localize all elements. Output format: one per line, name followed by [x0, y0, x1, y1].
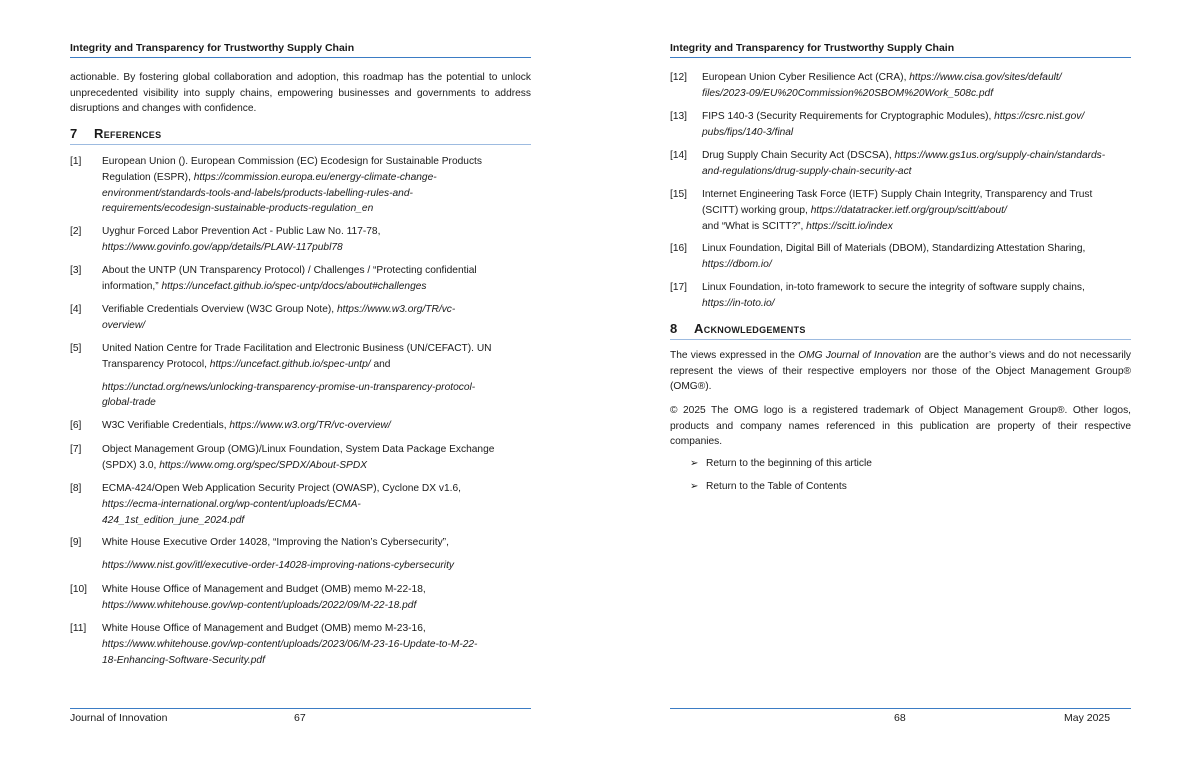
copyright-paragraph: © 2025 The OMG logo is a registered trademark of Object Management Group®. Other logos, products and company names referenced in this publication are property of their respective companies. [670, 405, 1131, 447]
reference-item [670, 187, 1140, 234]
reference-line [702, 86, 1140, 102]
reference-number: [14] [670, 150, 687, 161]
reference-line: Transparency Protocol, https://uncefact.github.io/spec-untp/ and [102, 358, 391, 370]
reference-line [702, 164, 1140, 180]
footer-journal: Journal of Innovation [70, 712, 168, 724]
right-page [600, 0, 1200, 776]
reference-line: Internet Engineering Task Force (IETF) Supply Chain Integrity, Transparency and Trust [702, 189, 1093, 200]
reference-text [702, 148, 1140, 180]
reference-item [70, 302, 520, 334]
reference-text [102, 263, 520, 295]
reference-number: [7] [70, 444, 82, 455]
reference-item [70, 442, 520, 474]
reference-text [702, 70, 1140, 102]
reference-number: [13] [670, 111, 687, 122]
reference-url[interactable]: https://ecma-international.org/wp-content/uploads/ECMA- [102, 498, 361, 510]
reference-number: [12] [670, 72, 687, 83]
reference-url[interactable]: https://www.gs1us.org/supply-chain/standards- [894, 150, 1106, 161]
reference-url[interactable]: https://unctad.org/news/unlocking-transparency-promise-un-transparency-protocol- [102, 381, 476, 393]
reference-number: [11] [70, 623, 87, 634]
reference-item [70, 481, 520, 528]
reference-line [102, 201, 520, 217]
reference-line: (SCITT) working group, https://datatracker.ietf.org/group/scitt/about/ [702, 204, 1007, 216]
reference-line [102, 240, 520, 256]
return-beginning-label[interactable]: Return to the beginning of this article [706, 458, 872, 469]
reference-text [102, 621, 520, 668]
reference-url[interactable]: https://www.whitehouse.gov/wp-content/uploads/2023/06/M-23-16-Update-to-M-22- [102, 638, 478, 650]
reference-url[interactable]: https://uncefact.github.io/spec-untp/ [209, 358, 371, 370]
return-beginning-link[interactable] [690, 458, 872, 469]
footer-rule-left [70, 708, 531, 709]
reference-line [102, 558, 520, 574]
reference-number: [10] [70, 584, 87, 595]
intro-paragraph: actionable. By fostering global collaboration and adoption, this roadmap has the potential to unlock unprecedented visibility into supply chains, empowering businesses and governments to address disruptions and changes with confidence. [70, 72, 531, 114]
reference-item [670, 241, 1140, 273]
reference-url[interactable]: https://www.cisa.gov/sites/default/ [909, 72, 1062, 83]
reference-text [102, 154, 520, 217]
reference-item [670, 280, 1140, 312]
reference-text [702, 241, 1140, 273]
running-header-right: Integrity and Transparency for Trustworthy Supply Chain [670, 42, 1131, 58]
section-title: Acknowledgements [694, 321, 806, 336]
reference-number: [9] [70, 537, 82, 548]
reference-line [102, 551, 520, 558]
reference-text [102, 302, 520, 334]
reference-number: [16] [670, 243, 687, 254]
reference-url[interactable]: 18-Enhancing-Software-Security.pdf [102, 654, 265, 666]
reference-line: Drug Supply Chain Security Act (DSCSA), https://www.gs1us.org/supply-chain/standards- [702, 150, 1106, 161]
reference-text [102, 535, 520, 574]
reference-line: Linux Foundation, in-toto framework to secure the integrity of software supply chains, [702, 282, 1085, 293]
reference-line: (SPDX) 3.0, https://www.omg.org/spec/SPDX/About-SPDX [102, 459, 367, 471]
reference-item [70, 535, 520, 574]
section-title: References [94, 126, 162, 141]
reference-text [702, 187, 1140, 234]
reference-line: information,” https://uncefact.github.io/spec-untp/docs/about#challenges [102, 280, 427, 292]
reference-text [102, 418, 520, 434]
footer-date: May 2025 [1064, 712, 1111, 724]
reference-url[interactable]: https://www.w3.org/TR/vc- [336, 304, 456, 315]
page-number-left: 67 [294, 712, 306, 724]
reference-text [702, 109, 1140, 141]
reference-url[interactable]: files/2023-09/EU%20Commission%20SBOM%20Work_508c.pdf [702, 87, 994, 99]
reference-url[interactable]: https://www.omg.org/spec/SPDX/About-SPDX [159, 459, 367, 471]
reference-number: [3] [70, 265, 82, 276]
reference-url[interactable]: global-trade [102, 397, 156, 409]
reference-line [102, 497, 520, 513]
reference-url[interactable]: https://www.whitehouse.gov/wp-content/uploads/2022/09/M-22-18.pdf [102, 599, 417, 611]
reference-line: White House Office of Management and Budget (OMB) memo M-23-16, [102, 623, 426, 634]
ack-text-start: The views expressed in the [670, 350, 799, 361]
reference-line: W3C Verifiable Credentials, https://www.w3.org/TR/vc-overview/ [102, 420, 391, 431]
reference-line: Verifiable Credentials Overview (W3C Group Note), https://www.w3.org/TR/vc- [102, 304, 456, 315]
section-heading-acknowledgements [670, 321, 1131, 340]
reference-text [702, 280, 1140, 312]
arrow-right-icon: ➢ [690, 458, 699, 469]
reference-line: United Nation Centre for Trade Facilitation and Electronic Business (UN/CEFACT). UN [102, 343, 492, 354]
ack-text-end: are the author’s views and do not necessarily represent the views of their respective employers nor those of the Object Management Group® (OMG®). [670, 350, 1132, 392]
reference-url[interactable]: overview/ [102, 319, 146, 331]
reference-line: FIPS 140-3 (Security Requirements for Cryptographic Modules), https://csrc.nist.gov/ [702, 111, 1085, 122]
reference-item [70, 582, 520, 614]
reference-url[interactable]: and-regulations/drug-supply-chain-security-act [702, 165, 912, 177]
reference-item [70, 154, 520, 217]
running-header-left: Integrity and Transparency for Trustworthy Supply Chain [70, 42, 531, 58]
reference-line: Object Management Group (OMG)/Linux Foundation, System Data Package Exchange [102, 444, 495, 455]
reference-url[interactable]: https://csrc.nist.gov/ [994, 111, 1085, 122]
return-toc-link[interactable] [690, 481, 847, 492]
reference-item [670, 109, 1140, 141]
reference-url[interactable]: https://commission.europa.eu/energy-climate-change- [193, 171, 437, 183]
reference-url[interactable]: https://dbom.io/ [702, 258, 772, 270]
acknowledgement-paragraph [670, 348, 1131, 395]
reference-number: [2] [70, 226, 82, 237]
reference-line [702, 257, 1140, 273]
section-number: 8 [670, 321, 678, 336]
reference-line: ECMA-424/Open Web Application Security Project (OWASP), Cyclone DX v1.6, [102, 483, 461, 494]
reference-url[interactable]: https://www.w3.org/TR/vc-overview/ [229, 420, 391, 431]
reference-line: Regulation (ESPR), https://commission.europa.eu/energy-climate-change- [102, 171, 437, 183]
reference-url[interactable]: 424_1st_edition_june_2024.pdf [102, 514, 245, 526]
footer-rule-right [670, 708, 1131, 709]
reference-line [102, 373, 520, 380]
reference-item [70, 263, 520, 295]
reference-number: [15] [670, 189, 687, 200]
reference-url[interactable]: https://in-toto.io/ [702, 297, 775, 309]
reference-line: and “What is SCITT?”, https://scitt.io/index [702, 220, 893, 232]
reference-text [102, 442, 520, 474]
reference-url[interactable]: https://www.nist.gov/itl/executive-order-14028-improving-nations-cybersecurity [102, 559, 454, 571]
reference-line: European Union (). European Commission (EC) Ecodesign for Sustainable Products [102, 156, 482, 167]
reference-text [102, 341, 520, 411]
reference-number: [1] [70, 156, 82, 167]
reference-number: [8] [70, 483, 82, 494]
page-number-right: 68 [894, 712, 906, 724]
reference-item [670, 70, 1140, 102]
reference-line [102, 186, 520, 202]
reference-line [702, 125, 1140, 141]
reference-item [70, 418, 520, 434]
reference-line: European Union Cyber Resilience Act (CRA), https://www.cisa.gov/sites/default/ [702, 72, 1062, 83]
reference-line [102, 395, 520, 411]
reference-url[interactable]: https://uncefact.github.io/spec-untp/docs/about#challenges [161, 280, 427, 292]
arrow-right-icon: ➢ [690, 481, 699, 492]
return-toc-label[interactable]: Return to the Table of Contents [706, 481, 847, 492]
reference-line [102, 513, 520, 529]
reference-url[interactable]: https://datatracker.ietf.org/group/scitt/about/ [810, 204, 1007, 216]
reference-line [102, 637, 520, 653]
reference-url[interactable]: pubs/fips/140-3/final [702, 126, 794, 138]
reference-text [102, 224, 520, 256]
reference-line: Uyghur Forced Labor Prevention Act - Public Law No. 117-78, [102, 226, 381, 237]
reference-number: [17] [670, 282, 687, 293]
reference-url[interactable]: environment/standards-tools-and-labels/products-labelling-rules-and- [102, 187, 413, 199]
reference-line [102, 598, 520, 614]
reference-line [102, 380, 520, 396]
reference-number: [5] [70, 343, 82, 354]
reference-line: White House Executive Order 14028, “Improving the Nation’s Cybersecurity”, [102, 537, 449, 548]
reference-line [702, 296, 1140, 312]
reference-item [70, 224, 520, 256]
reference-item [670, 148, 1140, 180]
reference-text [102, 481, 520, 528]
reference-number: [6] [70, 420, 82, 431]
reference-line [102, 318, 520, 334]
reference-url[interactable]: https://scitt.io/index [806, 220, 893, 232]
journal-name: OMG Journal of Innovation [798, 350, 922, 361]
reference-item [70, 621, 520, 668]
reference-url[interactable]: https://www.govinfo.gov/app/details/PLAW-117publ78 [102, 241, 343, 253]
section-number: 7 [70, 126, 78, 141]
reference-item [70, 341, 520, 411]
reference-line: White House Office of Management and Budget (OMB) memo M-22-18, [102, 584, 426, 595]
reference-number: [4] [70, 304, 82, 315]
reference-url[interactable]: requirements/ecodesign-sustainable-products-regulation_en [102, 203, 374, 215]
reference-line [102, 653, 520, 669]
reference-line: Linux Foundation, Digital Bill of Materials (DBOM), Standardizing Attestation Sharing, [702, 243, 1086, 254]
reference-line: About the UNTP (UN Transparency Protocol) / Challenges / “Protecting confidential [102, 265, 477, 276]
reference-text [102, 582, 520, 614]
section-heading-references [70, 126, 531, 145]
